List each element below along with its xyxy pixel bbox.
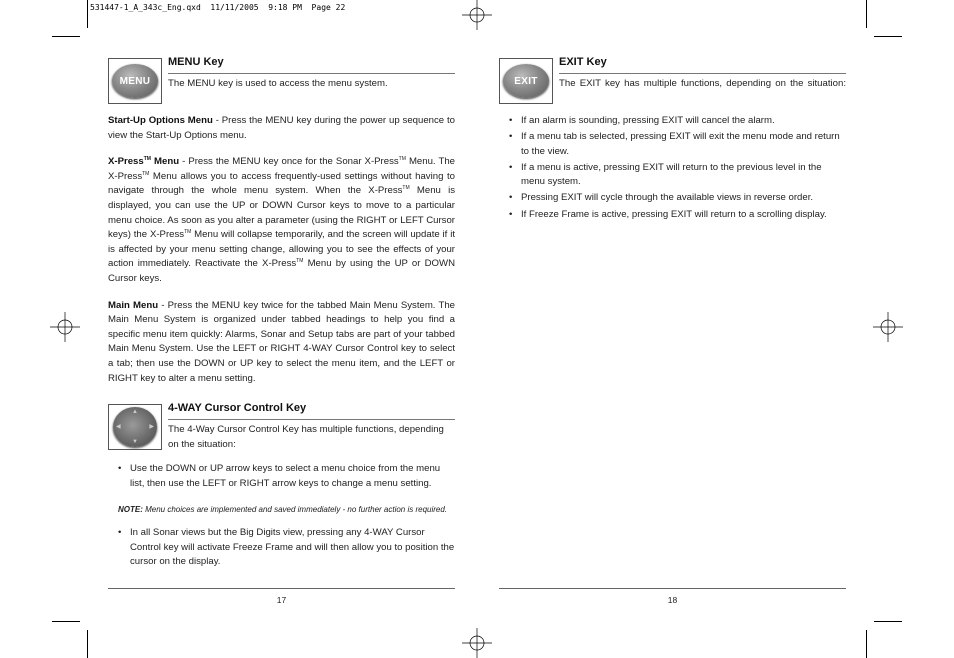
startup-options-paragraph bbox=[108, 114, 455, 143]
menu-button-label: MENU bbox=[119, 75, 151, 87]
xpress-text: - Press the MENU key once for the Sonar X-Press bbox=[179, 156, 399, 168]
list-item: • If an alarm is sounding, pressing EXIT will cancel the alarm. bbox=[499, 114, 846, 129]
menu-key-title: MENU Key bbox=[168, 56, 224, 68]
exit-button-label: EXIT bbox=[514, 75, 538, 87]
list-item: • If a menu is active, pressing EXIT will return to the previous level in the menu system. bbox=[499, 161, 846, 190]
list-item: • If Freeze Frame is active, pressing EXIT will return to a scrolling display. bbox=[499, 208, 846, 223]
heading-rule bbox=[559, 73, 846, 74]
cursor-key-bullets-2 bbox=[108, 526, 455, 570]
exit-button-icon bbox=[503, 64, 549, 98]
registration-mark-icon bbox=[462, 0, 492, 30]
xpress-text: Menu by using the UP or DOWN Cursor keys. bbox=[108, 258, 455, 284]
trademark: TM bbox=[398, 156, 406, 162]
cursor-key-lead: The 4-Way Cursor Control Key has multiple functions, depending on the situation: bbox=[168, 424, 444, 450]
menu-button-icon bbox=[112, 64, 158, 98]
startup-options-text: - Press the MENU key during the power up sequence to view the Start-Up Options menu. bbox=[108, 115, 455, 141]
crop-mark bbox=[874, 621, 902, 622]
exit-key-section bbox=[499, 56, 846, 104]
xpress-text: Menu is displayed, you can use the UP or DOWN Cursor keys to move to a particular menu choice. As soon as you alter a parameter (using the RIGHT or LEFT Cursor keys) the X-Press bbox=[108, 185, 455, 241]
note-text: Menu choices are implemented and saved immediately - no further action is required. bbox=[142, 505, 448, 515]
main-menu-text: - Press the MENU key twice for the tabbed Main Menu System. The Main Menu System is organized under tabbed headings to help you find a specific menu item quickly: Alarms, Sonar and Setup tabs are part of your tabbed Main Menu System. Use the LEFT or RIGHT 4-WAY Cursor Control key to select a tab; then use the DOWN or UP key to select the menu item, and the LEFT or RIGHT key to alter a menu setting. bbox=[108, 299, 455, 384]
trademark: TM bbox=[143, 156, 151, 162]
right-page bbox=[499, 56, 846, 224]
trademark: TM bbox=[402, 185, 410, 192]
page-number-right: 18 bbox=[499, 588, 846, 605]
crop-mark bbox=[52, 36, 80, 37]
heading-rule bbox=[168, 73, 455, 74]
startup-options-term: Start-Up Options Menu bbox=[108, 115, 213, 126]
note-label: NOTE: bbox=[118, 505, 143, 515]
cursor-key-title: 4-WAY Cursor Control Key bbox=[168, 402, 307, 415]
print-slug: 531447-1_A_343c_Eng.qxd 11/11/2005 9:18 PM Page 22 bbox=[90, 3, 346, 12]
registration-mark-icon bbox=[50, 312, 80, 342]
xpress-text: Menu will collapse temporarily, and the screen will update if it is affected by your menu setting change, allowing you to see the effects of your action immediately. Reactivate the X-Press bbox=[108, 229, 455, 270]
crop-mark bbox=[866, 0, 867, 28]
cursor-key-image bbox=[108, 404, 162, 450]
list-item: • In all Sonar views but the Big Digits view, pressing any 4-WAY Cursor Control key will activate Freeze Frame and will then allow you to position the cursor on the display. bbox=[108, 526, 455, 570]
list-item: • Use the DOWN or UP arrow keys to select a menu choice from the menu list, then use the LEFT or RIGHT arrow keys to change a menu setting. bbox=[108, 462, 455, 491]
crop-mark bbox=[87, 630, 88, 658]
note bbox=[118, 505, 455, 514]
exit-key-image bbox=[499, 58, 553, 104]
registration-mark-icon bbox=[873, 312, 903, 342]
trademark: TM bbox=[142, 170, 150, 177]
list-item: • If a menu tab is selected, pressing EXIT will exit the menu mode and return to the view. bbox=[499, 130, 846, 159]
trademark: TM bbox=[184, 228, 192, 235]
xpress-menu-term bbox=[108, 156, 179, 167]
main-menu-term: Main Menu bbox=[108, 299, 159, 311]
cursor-key-bullets bbox=[108, 462, 455, 491]
list-item: • Pressing EXIT will cycle through the available views in reverse order. bbox=[499, 191, 846, 206]
page-number-left: 17 bbox=[108, 588, 455, 605]
menu-key-lead: The MENU key is used to access the menu system. bbox=[168, 78, 388, 89]
crop-mark bbox=[874, 36, 902, 37]
menu-key-section bbox=[108, 56, 455, 104]
exit-key-title: EXIT Key bbox=[559, 56, 607, 68]
crop-mark bbox=[87, 0, 88, 28]
registration-mark-icon bbox=[462, 628, 492, 658]
xpress-text: Menu. The X-Press bbox=[108, 156, 455, 182]
left-page bbox=[108, 56, 455, 570]
exit-key-bullets bbox=[499, 114, 846, 222]
main-menu-paragraph bbox=[108, 299, 455, 387]
heading-rule bbox=[168, 419, 455, 420]
four-way-cursor-icon: ▲ ▼ ◀ ▶ bbox=[113, 407, 157, 447]
crop-mark bbox=[52, 621, 80, 622]
xpress-term: X-Press bbox=[108, 156, 144, 168]
crop-mark bbox=[866, 630, 867, 658]
exit-key-lead: The EXIT key has multiple functions, depending on the situation: bbox=[559, 78, 846, 89]
xpress-menu-paragraph bbox=[108, 155, 455, 286]
menu-key-image bbox=[108, 58, 162, 104]
xpress-text: Menu allows you to access frequently-used settings without having to navigate through the whole menu system. When the X-Press bbox=[108, 170, 455, 197]
trademark: TM bbox=[296, 258, 304, 265]
cursor-key-section bbox=[108, 402, 455, 450]
xpress-term-suffix: Menu bbox=[150, 156, 180, 168]
